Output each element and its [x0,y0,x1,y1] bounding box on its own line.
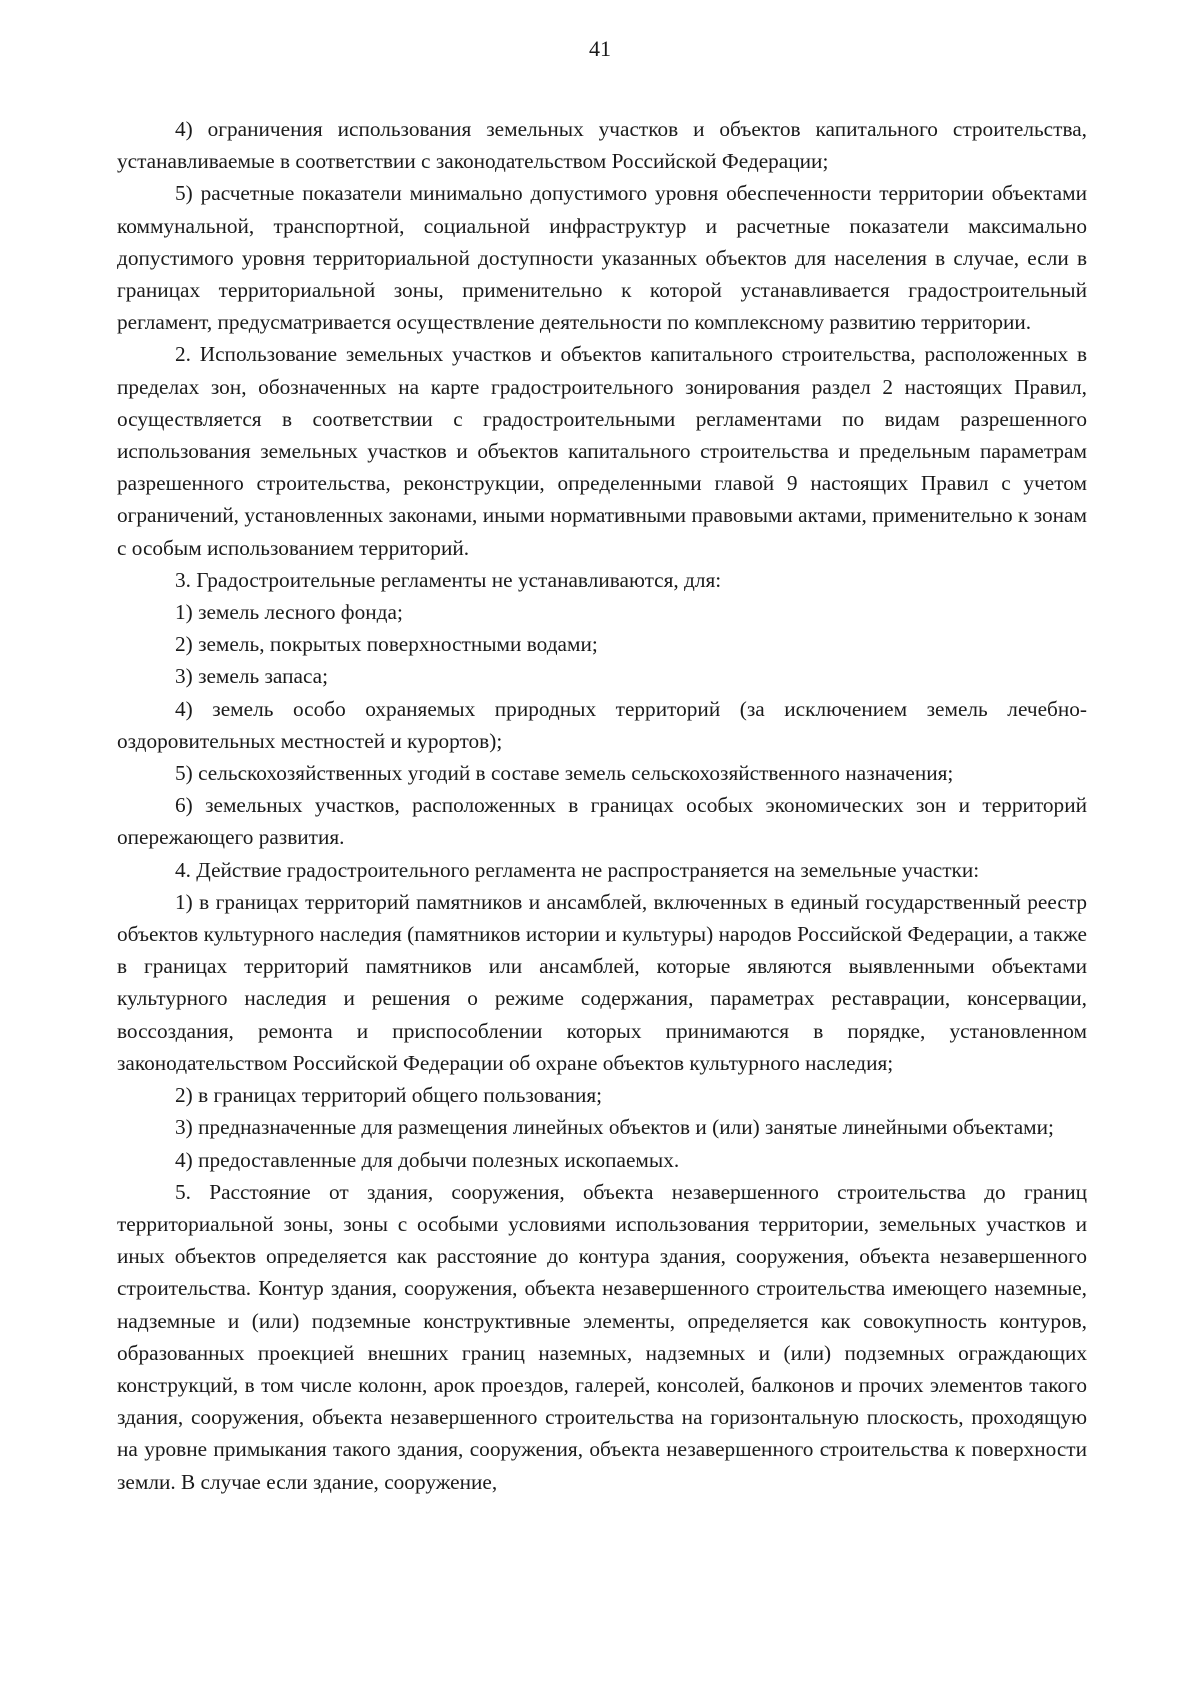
paragraph-calculated-indicators: 5) расчетные показатели минимально допустимого уровня обеспеченности территории объектами коммунальной, транспортной, социальной инфраструктур и расчетные показатели максимально допустимого уровня территориальной доступности указанных объектов для населения в случае, если в границах территориальной зоны, применительно к которой устанавливается градостроительный регламент, предусматривается осуществление деятельности по комплексному развитию территории. [117,181,1087,335]
paragraph-section-2: 2. Использование земельных участков и объектов капитального строительства, расположенных в пределах зон, обозначенных на карте градостроительного зонирования раздел 2 настоящих Правил, осуществляется в соответствии с градостроительными регламентами по видам разрешенного использования земельных участков и объектов капитального строительства и предельным параметрам разрешенного строительства, реконструкции, определенными главой 9 настоящих Правил с учетом ограничений, установленных законами, иными нормативными правовыми актами, применительно к зонам с особым использованием территорий. [117,342,1087,560]
list-item: 2) в границах территорий общего пользования; [175,1083,603,1108]
list-item: 2) земель, покрытых поверхностными водами; [175,632,598,657]
list-item: 4) предоставленные для добычи полезных ископаемых. [175,1147,680,1172]
paragraph-restrictions: 4) ограничения использования земельных участков и объектов капитального строительства, устанавливаемые в соответствии с законодательством Российской Федерации; [117,117,1087,174]
list-item: 3) предназначенные для размещения линейных объектов и (или) занятые линейными объектами; [175,1115,1054,1140]
list-item: 5) сельскохозяйственных угодий в составе земель сельскохозяйственного назначения; [175,761,954,786]
list-item: 1) земель лесного фонда; [175,600,403,625]
list-item: 1) в границах территорий памятников и ансамблей, включенных в единый государственный реестр объектов культурного наследия (памятников истории и культуры) народов Российской Федерации, а также в границах территорий памятников или ансамблей, которые являются выявленными объектами культурного наследия и решения о режиме содержания, параметрах реставрации, консервации, воссоздания, ремонта и приспособлении которых принимаются в порядке, установленном законодательством Российской Федерации об охране объектов культурного наследия; [117,889,1087,1075]
document-body [117,113,1087,1498]
list-item: 6) земельных участков, расположенных в границах особых экономических зон и территорий опережающего развития. [117,793,1087,850]
paragraph-section-4: 4. Действие градостроительного регламента не распространяется на земельные участки: [175,857,980,882]
paragraph-section-3: 3. Градостроительные регламенты не устанавливаются, для: [175,567,722,592]
list-item: 3) земель запаса; [175,664,329,689]
list-item: 4) земель особо охраняемых природных территорий (за исключением земель лечебно-оздоровительных местностей и курортов); [117,696,1087,753]
page-number: 41 [589,36,611,61]
paragraph-section-5: 5. Расстояние от здания, сооружения, объекта незавершенного строительства до границ территориальной зоны, зоны с особыми условиями использования территории, земельных участков и иных объектов определяется как расстояние до контура здания, сооружения, объекта незавершенного строительства. Контур здания, сооружения, объекта незавершенного строительства имеющего наземные, надземные и (или) подземные конструктивные элементы, определяется как совокупность контуров, образованных проекцией внешних границ наземных, надземных и (или) подземных ограждающих конструкций, в том числе колонн, арок проездов, галерей, консолей, балконов и прочих элементов такого здания, сооружения, объекта незавершенного строительства на горизонтальную плоскость, проходящую на уровне примыкания такого здания, сооружения, объекта незавершенного строительства к поверхности земли. В случае если здание, сооружение, [117,1179,1087,1494]
